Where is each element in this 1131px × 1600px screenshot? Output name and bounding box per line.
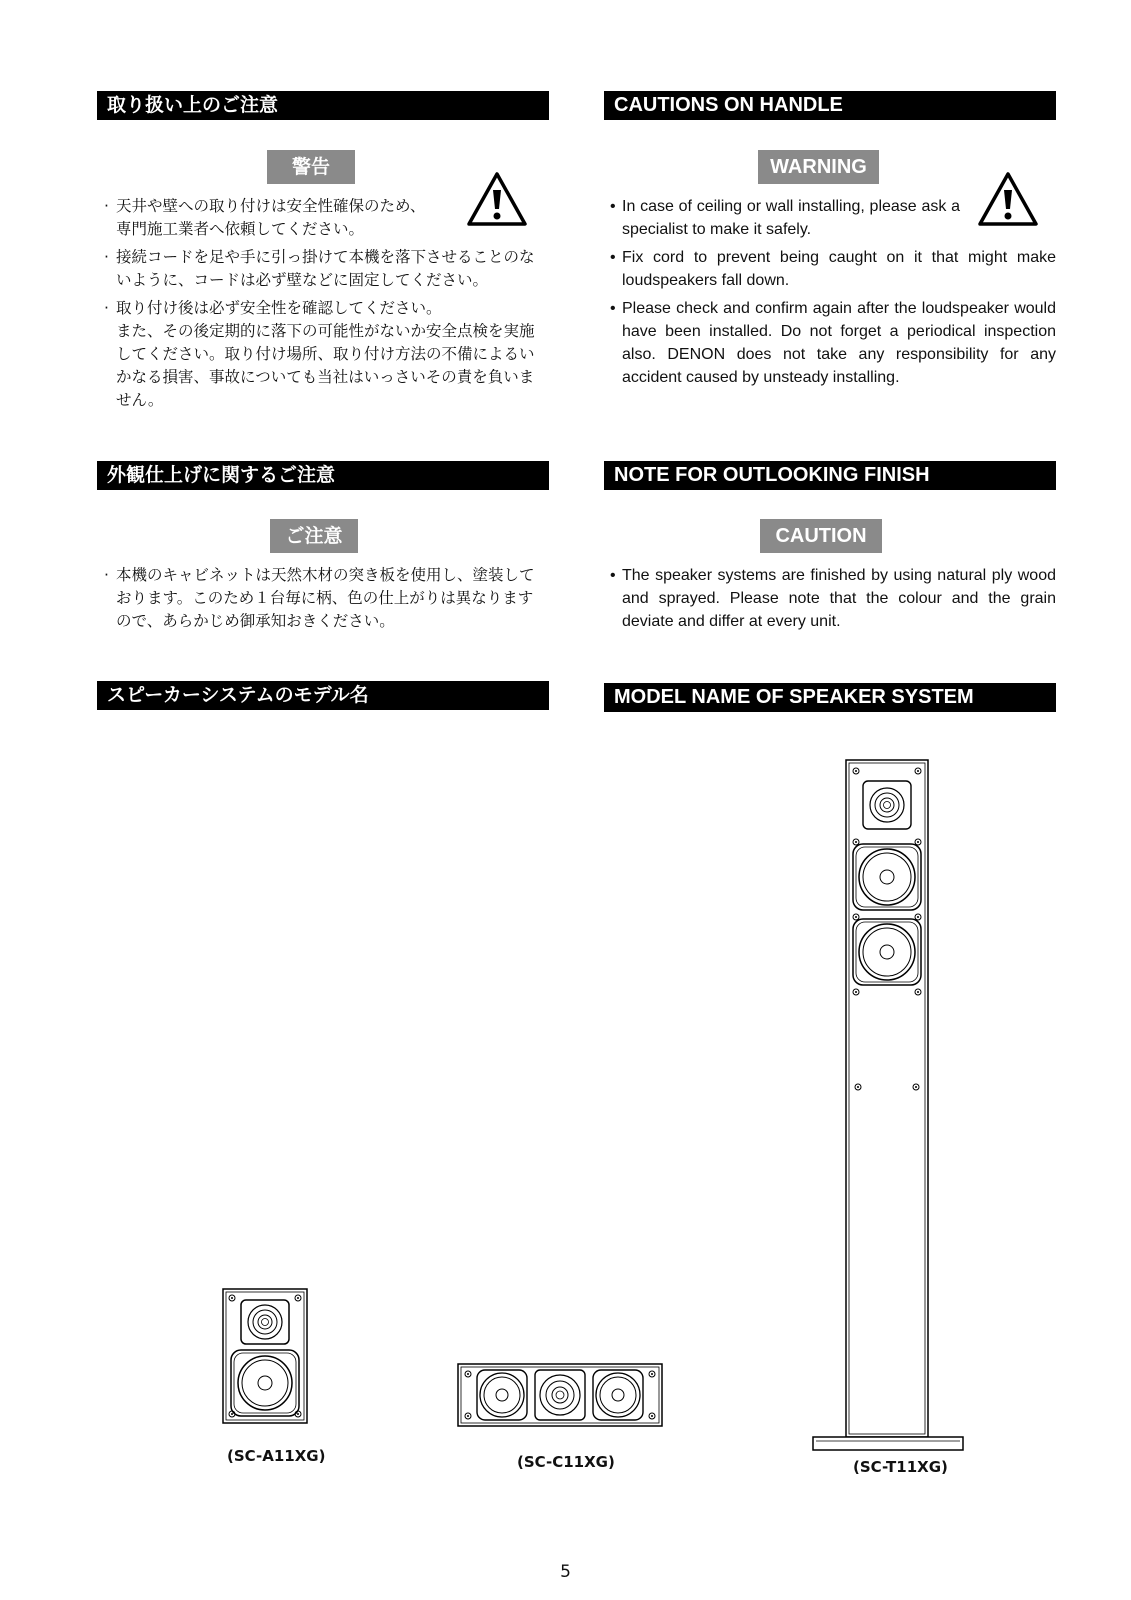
en-warning-item: • Fix cord to prevent being caught on it that might make loudspeakers fall down. — [610, 246, 1056, 292]
jp-warning-item: · 接続コードを足や手に引っ掛けて本機を落下させることのないように、コードは必ず壁などに固定してください。 — [104, 246, 548, 292]
jp-caution-badge: ご注意 — [270, 519, 358, 553]
en-caution-badge: CAUTION — [760, 519, 882, 553]
jp-caution-item: · 本機のキャビネットは天然木材の突き板を使用し、塗装しております。このため１台毎に柄、色の仕上がりは異なりますので、あらかじめ御承知おきください。 — [104, 564, 548, 633]
page-number: 5 — [560, 1562, 571, 1582]
en-finish-header: NOTE FOR OUTLOOKING FINISH — [604, 461, 1056, 490]
en-warning-badge: WARNING — [758, 150, 879, 184]
en-warning-item: • Please check and confirm again after the loudspeaker would have been installed. Do not forget a periodical inspection also. DENON does not take any responsibility for any accident caused by unsteady installing. — [610, 297, 1056, 389]
jp-finish-header: 外観仕上げに関するご注意 — [97, 461, 549, 490]
jp-warning-badge: 警告 — [267, 150, 355, 184]
tower-speaker-illustration — [812, 759, 964, 1451]
center-model-label: (SC-C11XG) — [517, 1453, 615, 1471]
en-caution-list — [610, 564, 1056, 638]
en-warning-list — [610, 195, 1056, 394]
bookshelf-speaker-illustration — [222, 1288, 308, 1424]
jp-caution-list — [104, 564, 548, 638]
tower-model-label: (SC-T11XG) — [853, 1458, 948, 1476]
jp-warning-list — [104, 195, 548, 417]
center-speaker-illustration — [457, 1363, 663, 1427]
jp-cautions-header: 取り扱い上のご注意 — [97, 91, 549, 120]
jp-warning-item: · 天井や壁への取り付けは安全性確保のため、専門施工業者へ依頼してください。 — [104, 195, 426, 241]
en-cautions-header: CAUTIONS ON HANDLE — [604, 91, 1056, 120]
en-model-header: MODEL NAME OF SPEAKER SYSTEM — [604, 683, 1056, 712]
bookshelf-model-label: (SC-A11XG) — [227, 1447, 326, 1465]
jp-warning-item: · 取り付け後は必ず安全性を確認してください。 また、その後定期的に落下の可能性がないか安全点検を実施してください。取り付け場所、取り付け方法の不備によるいかなる損害、事故についても当社はいっさいその責を負いません。 — [104, 297, 548, 412]
jp-model-header: スピーカーシステムのモデル名 — [97, 681, 549, 710]
en-caution-item: • The speaker systems are finished by using natural ply wood and sprayed. Please note that the colour and the grain deviate and differ at every unit. — [610, 564, 1056, 633]
en-warning-item: • In case of ceiling or wall installing, please ask a specialist to make it safely. — [610, 195, 960, 241]
